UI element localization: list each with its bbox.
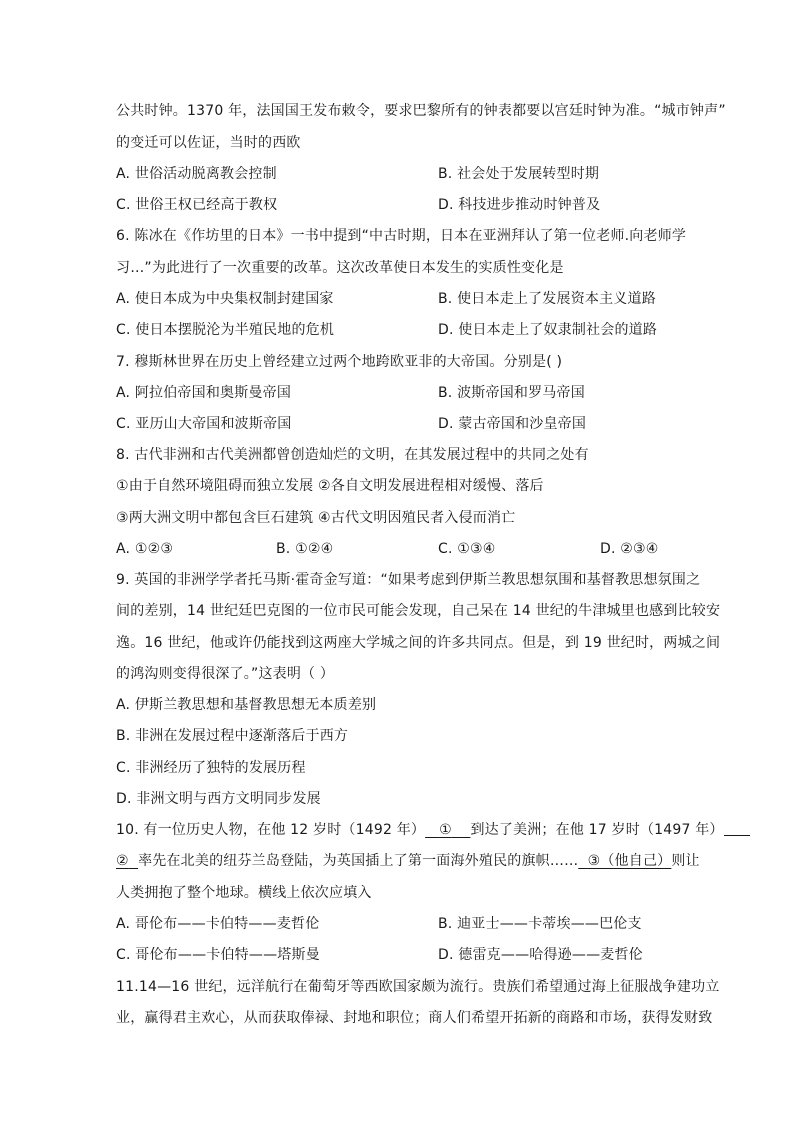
q10-line2-text-a: 率先在北美的纽芬兰岛登陆，为英国插上了第一面海外殖民的旗帜…… xyxy=(138,853,579,869)
q10-option-c: C. 哥伦布——卡伯特——塔斯曼 xyxy=(116,947,320,963)
q7-option-d: D. 蒙古帝国和沙皇帝国 xyxy=(438,416,587,432)
q8-option-c: C. ①③④ xyxy=(438,541,496,557)
q10-blank-2-label: ② xyxy=(116,853,129,869)
q10-blank-2 xyxy=(116,853,138,869)
q9-stem-line-4: 的鸿沟则变得很深了。”这表明（ ） xyxy=(116,666,335,682)
q10-blank-1 xyxy=(425,822,470,838)
q6-option-b: B. 使日本走上了发展资本主义道路 xyxy=(438,291,656,307)
q10-option-a: A. 哥伦布——卡伯特——麦哲伦 xyxy=(116,916,320,932)
q9-option-d: D. 非洲文明与西方文明同步发展 xyxy=(116,791,321,807)
q8-stem-line-1: 8. 古代非洲和古代美洲都曾创造灿烂的文明，在其发展过程中的共同之处有 xyxy=(116,447,589,463)
q5-option-c: C. 世俗王权已经高于教权 xyxy=(116,197,278,213)
q9-stem-line-1: 9. 英国的非洲学学者托马斯·霍奇金写道：“如果考虑到伊斯兰教思想氛围和基督教思想氛围之 xyxy=(116,572,701,588)
q5-stem-line-1: 公共时钟。1370 年，法国国王发布敕令，要求巴黎所有的钟表都要以宫廷时钟为准。“城市钟声” xyxy=(116,103,726,119)
q6-stem-line-1: 6. 陈冰在《作坊里的日本》一书中提到“中古时期，日本在亚洲拜认了第一位老师.向老师学 xyxy=(116,228,687,244)
q10-blank-1-label: ① xyxy=(439,822,452,838)
q10-line2-text-b: 则让 xyxy=(671,853,700,869)
q9-option-c: C. 非洲经历了独特的发展历程 xyxy=(116,760,306,776)
q8-option-d: D. ②③④ xyxy=(600,541,659,557)
q6-option-a: A. 使日本成为中央集权制封建国家 xyxy=(116,291,334,307)
q5-option-d: D. 科技进步推动时钟普及 xyxy=(438,197,601,213)
q6-option-c: C. 使日本摆脱沦为半殖民地的危机 xyxy=(116,322,335,338)
q7-option-c: C. 亚历山大帝国和波斯帝国 xyxy=(116,416,292,432)
q8-option-a: A. ①②③ xyxy=(116,541,174,557)
q7-option-a: A. 阿拉伯帝国和奥斯曼帝国 xyxy=(116,385,292,401)
q10-blank-3 xyxy=(578,853,671,869)
q8-stem-line-3: ③两大洲文明中都包含巨石建筑 ④古代文明因殖民者入侵而消亡 xyxy=(116,510,516,526)
q7-option-b: B. 波斯帝国和罗马帝国 xyxy=(438,385,585,401)
q10-blank-3-label: ③（他自己） xyxy=(587,853,672,869)
q9-option-b: B. 非洲在发展过程中逐渐落后于西方 xyxy=(116,728,349,744)
q6-option-d: D. 使日本走上了奴隶制社会的道路 xyxy=(438,322,658,338)
q6-stem-line-2: 习…”为此进行了一次重要的改革。这次改革使日本发生的实质性变化是 xyxy=(116,260,564,276)
q5-option-b: B. 社会处于发展转型时期 xyxy=(438,166,600,182)
q10-stem-line-3: 人类拥抱了整个地球。横线上依次应填入 xyxy=(116,885,372,901)
q10-line1-text-a: 10. 有一位历史人物，在他 12 岁时（1492 年） xyxy=(116,822,426,838)
q10-stem-line-1 xyxy=(116,819,724,841)
q5-stem-line-2: 的变迁可以佐证，当时的西欧 xyxy=(116,135,301,151)
q7-stem-line-1: 7. 穆斯林世界在历史上曾经建立过两个地跨欧亚非的大帝国。分别是( ) xyxy=(116,354,563,370)
q9-stem-line-3: 逸。16 世纪，他或许仍能找到这两座大学城之间的许多共同点。但是，到 19 世纪时，两城之间 xyxy=(116,635,721,651)
q10-blank-1-trail xyxy=(724,819,750,836)
q9-stem-line-2: 间的差别，14 世纪廷巴克图的一位市民可能会发现，自己呆在 14 世纪的牛津城里也感到比较安 xyxy=(116,603,721,619)
q11-stem-line-1: 11.14—16 世纪，远洋航行在葡萄牙等西欧国家颇为流行。贵族们希望通过海上征服战争建功立 xyxy=(116,979,720,995)
q9-option-a: A. 伊斯兰教思想和基督教思想无本质差别 xyxy=(116,697,377,713)
q5-option-a: A. 世俗活动脱离教会控制 xyxy=(116,166,277,182)
q10-option-d: D. 德雷克——哈得逊——麦哲伦 xyxy=(438,947,643,963)
q8-stem-line-2: ①由于自然环境阻碍而独立发展 ②各自文明发展进程相对缓慢、落后 xyxy=(116,478,544,494)
q10-line1-text-b: 到达了美洲；在他 17 岁时（1497 年） xyxy=(470,822,724,838)
q10-stem-line-2 xyxy=(116,850,702,872)
q11-stem-line-2: 业，赢得君主欢心，从而获取俸禄、封地和职位；商人们希望开拓新的商路和市场，获得发财致 xyxy=(116,1010,713,1026)
q10-option-b: B. 迪亚士——卡蒂埃——巴伦支 xyxy=(438,916,642,932)
q8-option-b: B. ①②④ xyxy=(276,541,334,557)
